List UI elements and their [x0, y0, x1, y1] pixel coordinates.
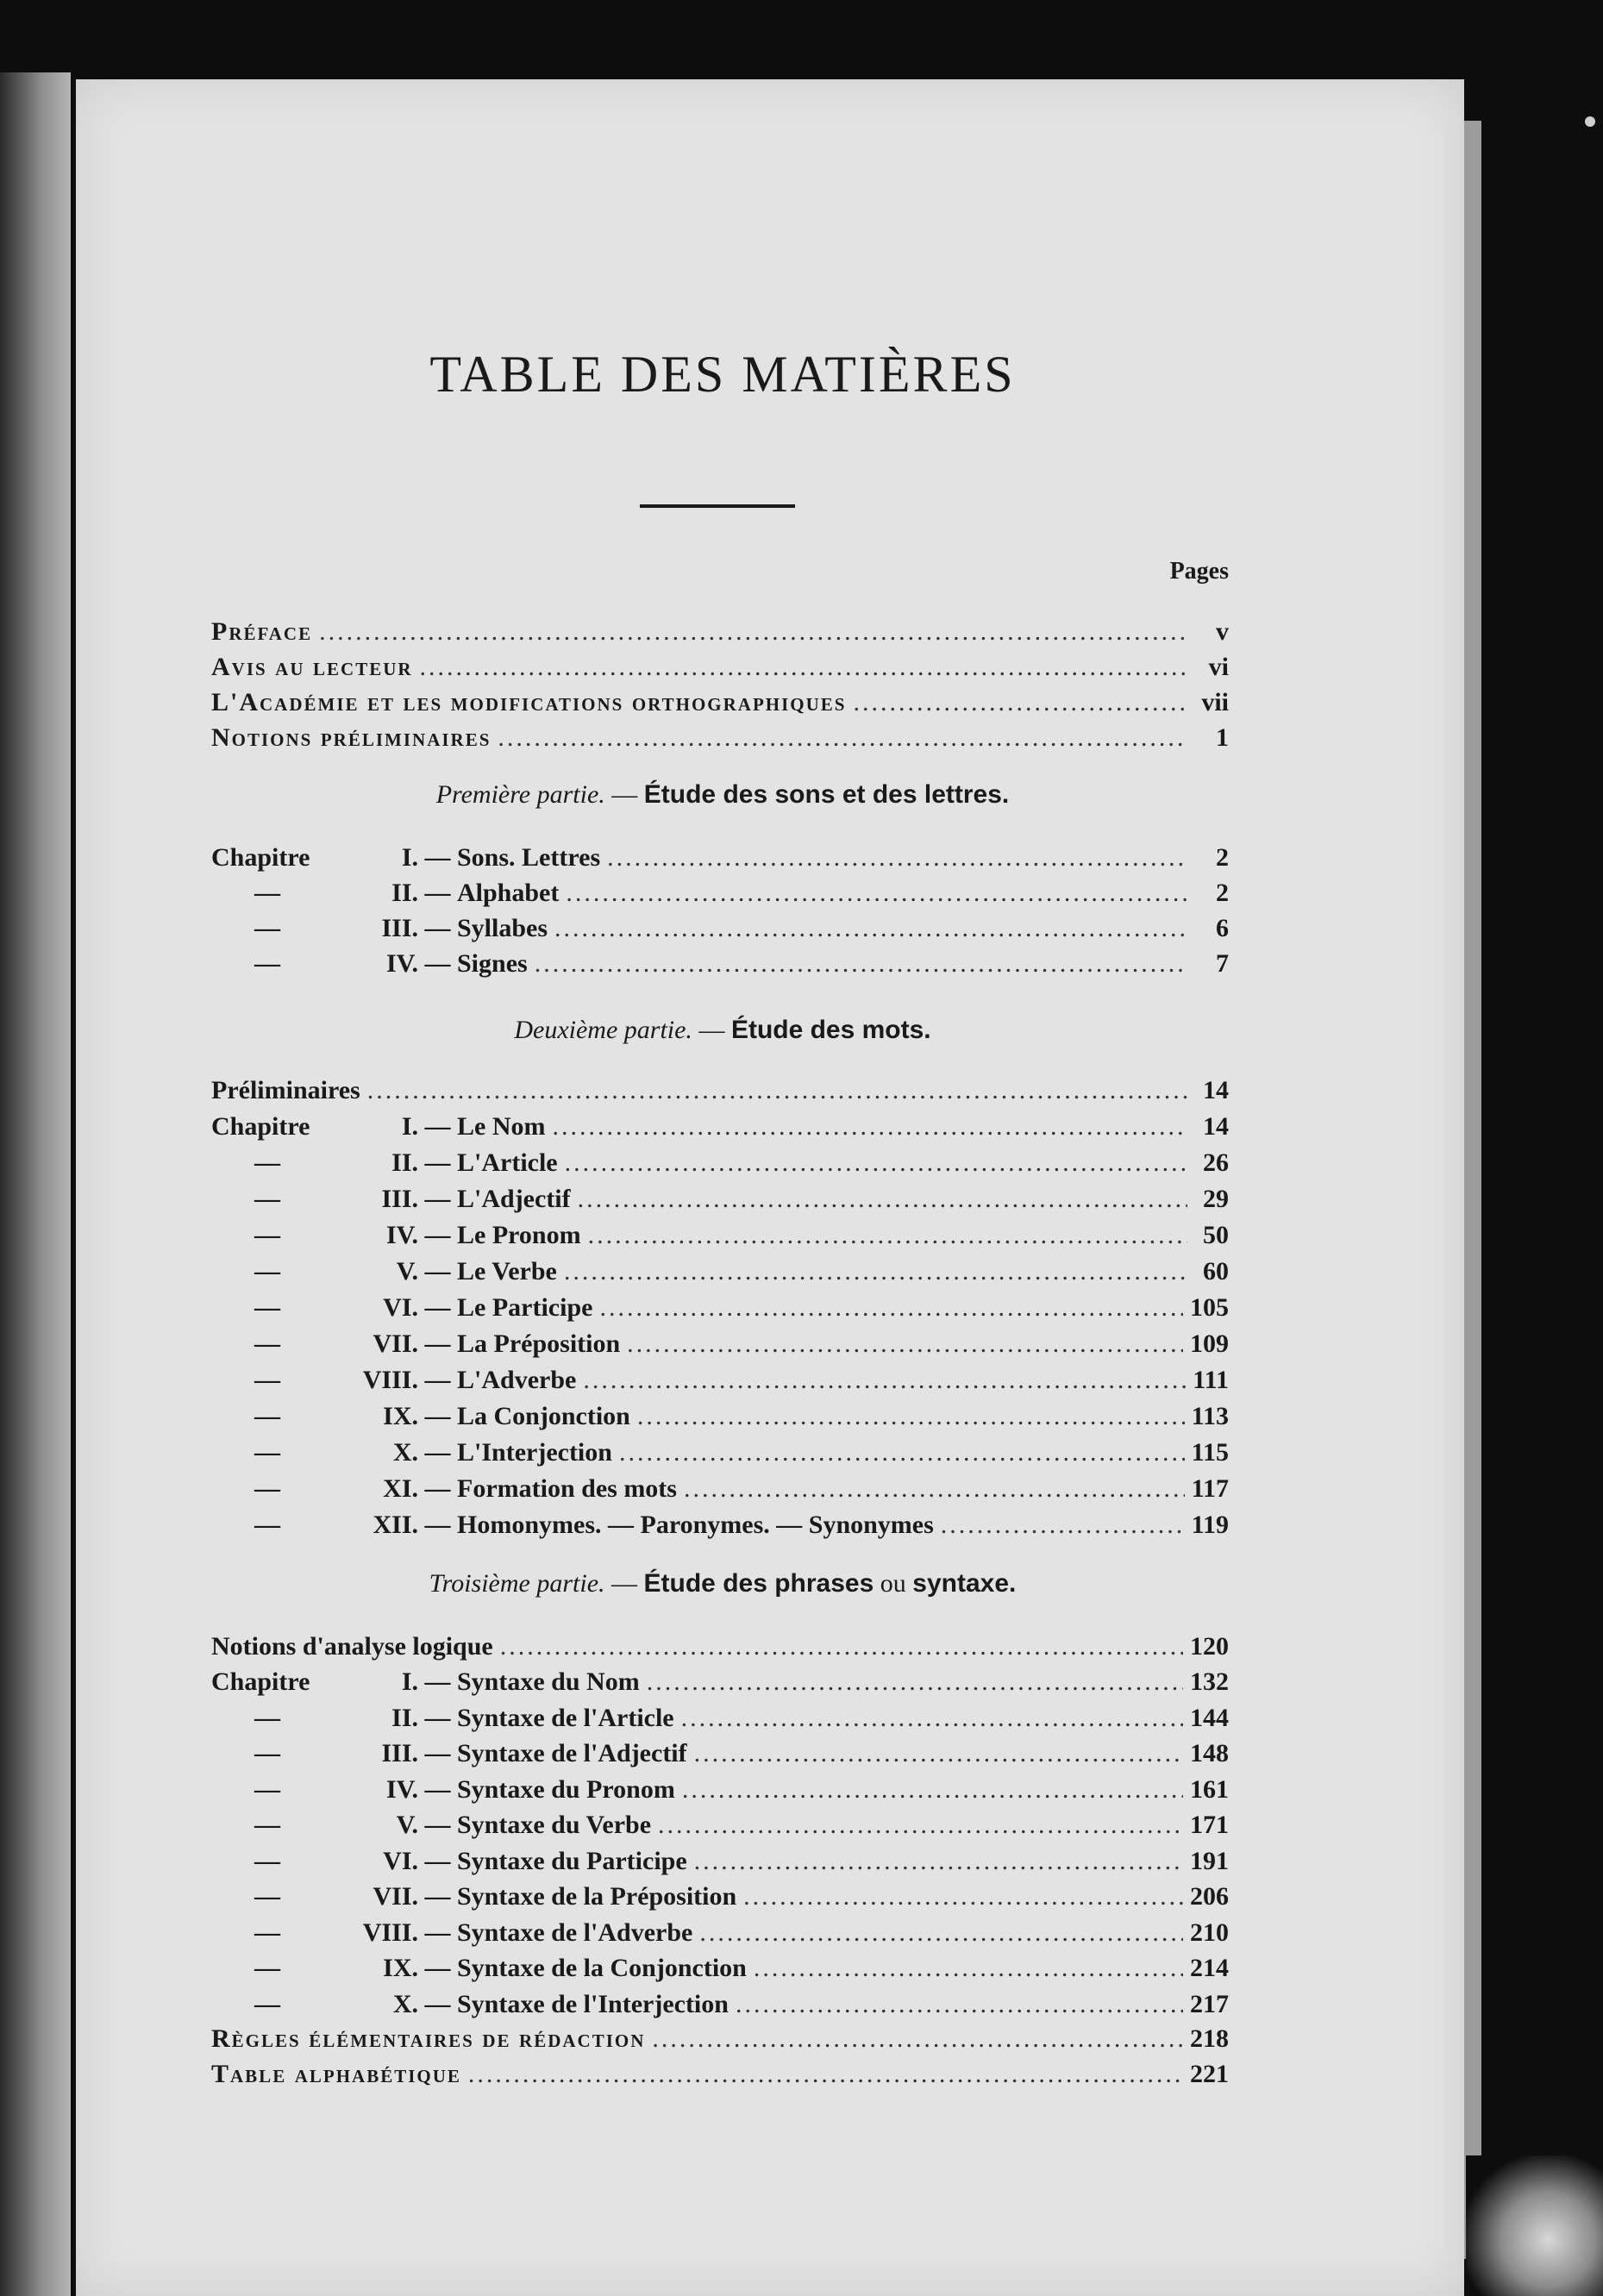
toc-chapter-row — [211, 1402, 1229, 1436]
chapter-separator: — — [418, 1474, 457, 1503]
dot-leader — [694, 1739, 1183, 1768]
chapter-page: 206 — [1190, 1882, 1229, 1911]
dot-leader — [658, 1811, 1183, 1840]
dot-leader — [853, 688, 1187, 717]
binding-edge — [0, 72, 71, 2296]
toc-chapter-row — [211, 1112, 1229, 1147]
chapter-page: 105 — [1190, 1293, 1229, 1322]
chapter-page: 6 — [1216, 914, 1229, 942]
dot-leader — [565, 1148, 1187, 1178]
entry-label: Table alphabétique — [211, 2060, 461, 2088]
toc-entry — [211, 617, 1229, 652]
toc-entry — [211, 653, 1229, 687]
ditto-dash: — — [254, 1438, 280, 1467]
chapter-number: V. — [396, 1811, 418, 1839]
chapter-title: Homonymes. — Paronymes. — Synonymes — [457, 1511, 934, 1539]
chapter-separator: — — [418, 1438, 457, 1467]
ditto-dash: — — [254, 949, 280, 978]
entry-page: 218 — [1190, 2024, 1229, 2053]
ditto-dash: — — [254, 1989, 280, 2018]
chapter-title: Syntaxe de l'Adjectif — [457, 1739, 687, 1767]
chapter-page: 191 — [1190, 1846, 1229, 1875]
chapter-number: II. — [391, 879, 418, 907]
dot-leader — [682, 1775, 1183, 1805]
entry-page: 221 — [1190, 2060, 1229, 2088]
chapter-number: IX. — [383, 1402, 418, 1430]
entry-label: Avis au lecteur — [211, 653, 413, 681]
chapter-page: 171 — [1190, 1811, 1229, 1839]
dot-leader — [588, 1221, 1187, 1250]
chapter-title: La Conjonction — [457, 1402, 630, 1430]
part-heading — [0, 780, 1445, 810]
toc-chapter-row — [211, 1185, 1229, 1219]
chapter-title: Alphabet — [457, 879, 560, 907]
dot-leader — [652, 2024, 1183, 2054]
toc-chapter-row — [211, 1704, 1229, 1738]
ditto-dash: — — [254, 1739, 280, 1767]
chapter-page: 132 — [1190, 1667, 1229, 1696]
chapter-page: 109 — [1190, 1329, 1229, 1358]
page-title: TABLE DES MATIÈRES — [429, 346, 1016, 403]
ditto-dash: — — [254, 1148, 280, 1177]
toc-chapter-row — [211, 914, 1229, 948]
chapter-title: Le Nom — [457, 1112, 546, 1141]
chapter-page: 60 — [1203, 1257, 1229, 1286]
ditto-dash: — — [254, 1918, 280, 1947]
ditto-dash: — — [254, 1293, 280, 1322]
chapter-separator: — — [418, 1185, 457, 1213]
entry-label: L'Académie et les modifications orthographiques — [211, 688, 847, 716]
ditto-dash: — — [254, 1329, 280, 1358]
chapter-page: 29 — [1203, 1185, 1229, 1213]
chapter-number: VIII. — [362, 1366, 418, 1394]
chapter-separator: — — [418, 1774, 457, 1804]
scan-corner-damage — [1466, 2155, 1603, 2296]
ditto-dash: — — [254, 1846, 280, 1875]
dot-leader — [743, 1882, 1183, 1911]
chapter-separator: — — [418, 1918, 457, 1947]
chapter-page: 210 — [1190, 1918, 1229, 1947]
chapter-page: 50 — [1203, 1221, 1229, 1249]
chapter-separator: — — [418, 1402, 457, 1430]
entry-page: 1 — [1216, 723, 1229, 752]
entry-page: vii — [1201, 688, 1229, 716]
chapter-title: Syntaxe du Nom — [457, 1667, 640, 1696]
dot-leader — [500, 1632, 1183, 1661]
entry-label: Notions préliminaires — [211, 723, 492, 752]
chapter-title: Syntaxe de la Préposition — [457, 1882, 737, 1911]
dot-leader — [694, 1847, 1183, 1876]
toc-chapter-row — [211, 1293, 1229, 1328]
chapter-number: VII. — [373, 1329, 418, 1358]
toc-entry — [211, 1632, 1229, 1667]
toc-entry — [211, 2060, 1229, 2094]
chapter-number: I. — [401, 1667, 418, 1696]
scan-speck — [1585, 116, 1595, 127]
entry-label: Notions d'analyse logique — [211, 1632, 493, 1661]
page-edge — [1464, 121, 1481, 2259]
toc-chapter-row — [211, 879, 1229, 913]
part-heading-middle: ou — [874, 1569, 913, 1598]
toc-chapter-row — [211, 1882, 1229, 1917]
dot-leader — [566, 879, 1187, 908]
chapter-separator: — — [418, 1511, 457, 1539]
dot-leader — [599, 1293, 1183, 1323]
dot-leader — [583, 1366, 1186, 1395]
chapter-title: L'Adverbe — [457, 1366, 577, 1394]
chapter-number: III. — [381, 1739, 418, 1767]
dot-leader — [319, 617, 1187, 647]
toc-chapter-row — [211, 949, 1229, 984]
chapter-number: I. — [401, 1112, 418, 1141]
chapter-page: 113 — [1191, 1402, 1229, 1430]
chapter-number: VI. — [383, 1846, 418, 1875]
part-heading-italic: Troisième partie. — [429, 1569, 605, 1598]
chapter-number: VII. — [373, 1882, 418, 1911]
dot-leader — [699, 1918, 1183, 1948]
part-heading — [0, 1016, 1445, 1045]
chapter-title: Syntaxe de l'Adverbe — [457, 1918, 693, 1947]
entry-page: 120 — [1190, 1632, 1229, 1661]
ditto-dash: — — [254, 1811, 280, 1839]
chapitre-label: Chapitre — [211, 1112, 310, 1141]
dot-leader — [535, 949, 1187, 979]
chapter-separator: — — [418, 843, 457, 872]
ditto-dash: — — [254, 879, 280, 907]
chapter-title: L'Adjectif — [457, 1185, 571, 1213]
ditto-dash: — — [254, 1511, 280, 1539]
toc-chapter-row — [211, 1990, 1229, 2024]
entry-label: Règles élémentaires de rédaction — [211, 2024, 646, 2053]
toc-entry — [211, 1076, 1229, 1110]
toc-chapter-row — [211, 1739, 1229, 1774]
chapter-separator: — — [418, 1846, 457, 1875]
dot-leader — [552, 1112, 1187, 1142]
toc-chapter-row — [211, 1221, 1229, 1255]
dot-leader — [578, 1185, 1187, 1214]
part-heading-bold: Étude des sons et des lettres. — [643, 780, 1010, 809]
dot-leader — [736, 1990, 1183, 2019]
dot-leader — [637, 1402, 1185, 1431]
dot-leader — [564, 1257, 1187, 1286]
toc-chapter-row — [211, 1667, 1229, 1702]
chapter-number: V. — [396, 1257, 418, 1286]
chapter-title: L'Article — [457, 1148, 558, 1177]
ditto-dash: — — [254, 1185, 280, 1213]
dot-leader — [627, 1329, 1183, 1359]
chapter-title: L'Interjection — [457, 1438, 612, 1467]
chapter-page: 144 — [1190, 1703, 1229, 1732]
chapter-title: Syntaxe du Pronom — [457, 1774, 675, 1804]
chapter-separator: — — [418, 879, 457, 907]
ditto-dash: — — [254, 1954, 280, 1982]
toc-entry — [211, 688, 1229, 723]
chapter-separator: — — [418, 1882, 457, 1911]
chapter-title: Syntaxe du Verbe — [457, 1811, 652, 1839]
dot-leader — [367, 1076, 1187, 1105]
toc-chapter-row — [211, 1257, 1229, 1292]
chapter-title: Le Pronom — [457, 1221, 581, 1249]
chapter-title: Syntaxe de l'Interjection — [457, 1989, 729, 2018]
chapter-title: La Préposition — [457, 1329, 621, 1358]
ditto-dash: — — [254, 1257, 280, 1286]
part-heading — [0, 1569, 1445, 1598]
chapter-title: Sons. Lettres — [457, 843, 601, 872]
chapter-title: Syntaxe de la Conjonction — [457, 1954, 747, 1982]
chapter-page: 117 — [1191, 1474, 1229, 1503]
toc-entry — [211, 723, 1229, 758]
toc-chapter-row — [211, 843, 1229, 878]
chapter-number: II. — [391, 1148, 418, 1177]
toc-chapter-row — [211, 1811, 1229, 1845]
part-heading-bold: Étude des phrases — [643, 1569, 874, 1598]
chapter-number: IV. — [386, 949, 418, 978]
dot-leader — [607, 843, 1187, 873]
ditto-dash: — — [254, 1703, 280, 1732]
chapter-number: IV. — [386, 1774, 418, 1804]
chapter-number: IX. — [383, 1954, 418, 1982]
chapter-title: Syntaxe de l'Article — [457, 1703, 674, 1732]
chapter-separator: — — [418, 1329, 457, 1358]
chapter-title: Formation des mots — [457, 1474, 677, 1503]
ditto-dash: — — [254, 914, 280, 942]
chapter-separator: — — [418, 1739, 457, 1767]
chapter-number: X. — [392, 1438, 418, 1467]
dot-leader — [468, 2060, 1183, 2089]
chapter-separator: — — [418, 1811, 457, 1839]
chapter-separator: — — [418, 1366, 457, 1394]
chapter-title: Signes — [457, 949, 528, 978]
chapter-page: 14 — [1203, 1112, 1229, 1141]
dot-leader — [647, 1667, 1183, 1697]
ditto-dash: — — [254, 1474, 280, 1503]
toc-chapter-row — [211, 1366, 1229, 1400]
chapter-separator: — — [418, 1221, 457, 1249]
chapter-page: 217 — [1190, 1989, 1229, 2018]
entry-page: vi — [1208, 653, 1229, 681]
part-heading-italic: Première partie. — [435, 780, 605, 809]
chapter-title: Syntaxe du Participe — [457, 1846, 687, 1875]
dot-leader — [420, 653, 1187, 682]
chapter-number: X. — [392, 1989, 418, 2018]
chapitre-label: Chapitre — [211, 843, 310, 872]
chapter-separator: — — [418, 1703, 457, 1732]
dot-leader — [941, 1511, 1185, 1540]
chapitre-label: Chapitre — [211, 1667, 310, 1696]
dot-leader — [681, 1704, 1183, 1733]
entry-label: Préface — [211, 617, 313, 646]
chapter-number: XI. — [383, 1474, 418, 1503]
chapter-title: Le Verbe — [457, 1257, 557, 1286]
part-heading-bold: Étude des mots. — [730, 1016, 931, 1044]
chapter-separator: — — [418, 1293, 457, 1322]
ditto-dash: — — [254, 1402, 280, 1430]
toc-chapter-row — [211, 1918, 1229, 1953]
chapter-page: 2 — [1216, 843, 1229, 872]
chapter-separator: — — [418, 949, 457, 978]
part-heading-bold-2: syntaxe. — [912, 1569, 1017, 1598]
chapter-number: I. — [401, 843, 418, 872]
chapter-separator: — — [418, 1667, 457, 1696]
part-heading-sep: — — [604, 780, 644, 809]
chapter-number: III. — [381, 914, 418, 942]
chapter-title: Syllabes — [457, 914, 548, 942]
dot-leader — [554, 914, 1187, 943]
toc-entry — [211, 2024, 1229, 2059]
ditto-dash: — — [254, 1366, 280, 1394]
chapter-page: 115 — [1191, 1438, 1229, 1467]
chapter-separator: — — [418, 1989, 457, 2018]
chapter-page: 26 — [1203, 1148, 1229, 1177]
chapter-page: 214 — [1190, 1954, 1229, 1982]
toc-chapter-row — [211, 1511, 1229, 1545]
chapter-separator: — — [418, 1148, 457, 1177]
toc-chapter-row — [211, 1438, 1229, 1473]
dot-leader — [754, 1954, 1183, 1983]
toc-chapter-row — [211, 1474, 1229, 1509]
chapter-page: 7 — [1216, 949, 1229, 978]
part-heading-sep: — — [604, 1569, 644, 1598]
toc-chapter-row — [211, 1148, 1229, 1183]
entry-page: 14 — [1203, 1076, 1229, 1104]
dot-leader — [684, 1474, 1185, 1504]
chapter-number: XII. — [373, 1511, 418, 1539]
chapter-number: II. — [391, 1703, 418, 1732]
chapter-number: III. — [381, 1185, 418, 1213]
chapter-separator: — — [418, 1112, 457, 1141]
entry-label: Préliminaires — [211, 1076, 360, 1104]
ditto-dash: — — [254, 1882, 280, 1911]
pages-column-label: Pages — [1169, 558, 1229, 585]
chapter-number: IV. — [386, 1221, 418, 1249]
dot-leader — [498, 723, 1187, 753]
toc-chapter-row — [211, 1775, 1229, 1810]
chapter-page: 111 — [1193, 1366, 1229, 1394]
ditto-dash: — — [254, 1221, 280, 1249]
chapter-number: VIII. — [362, 1918, 418, 1947]
chapter-number: VI. — [383, 1293, 418, 1322]
chapter-separator: — — [418, 1257, 457, 1286]
toc-chapter-row — [211, 1329, 1229, 1364]
title-rule — [640, 504, 795, 508]
dot-leader — [619, 1438, 1185, 1467]
toc-chapter-row — [211, 1847, 1229, 1881]
ditto-dash: — — [254, 1774, 280, 1804]
chapter-separator: — — [418, 1954, 457, 1982]
toc-chapter-row — [211, 1954, 1229, 1988]
chapter-separator: — — [418, 914, 457, 942]
chapter-page: 2 — [1216, 879, 1229, 907]
part-heading-italic: Deuxième partie. — [514, 1016, 692, 1044]
entry-page: v — [1216, 617, 1229, 646]
chapter-page: 161 — [1190, 1774, 1229, 1804]
chapter-page: 119 — [1191, 1511, 1229, 1539]
chapter-page: 148 — [1190, 1739, 1229, 1767]
chapter-title: Le Participe — [457, 1293, 593, 1322]
part-heading-sep: — — [692, 1016, 731, 1044]
